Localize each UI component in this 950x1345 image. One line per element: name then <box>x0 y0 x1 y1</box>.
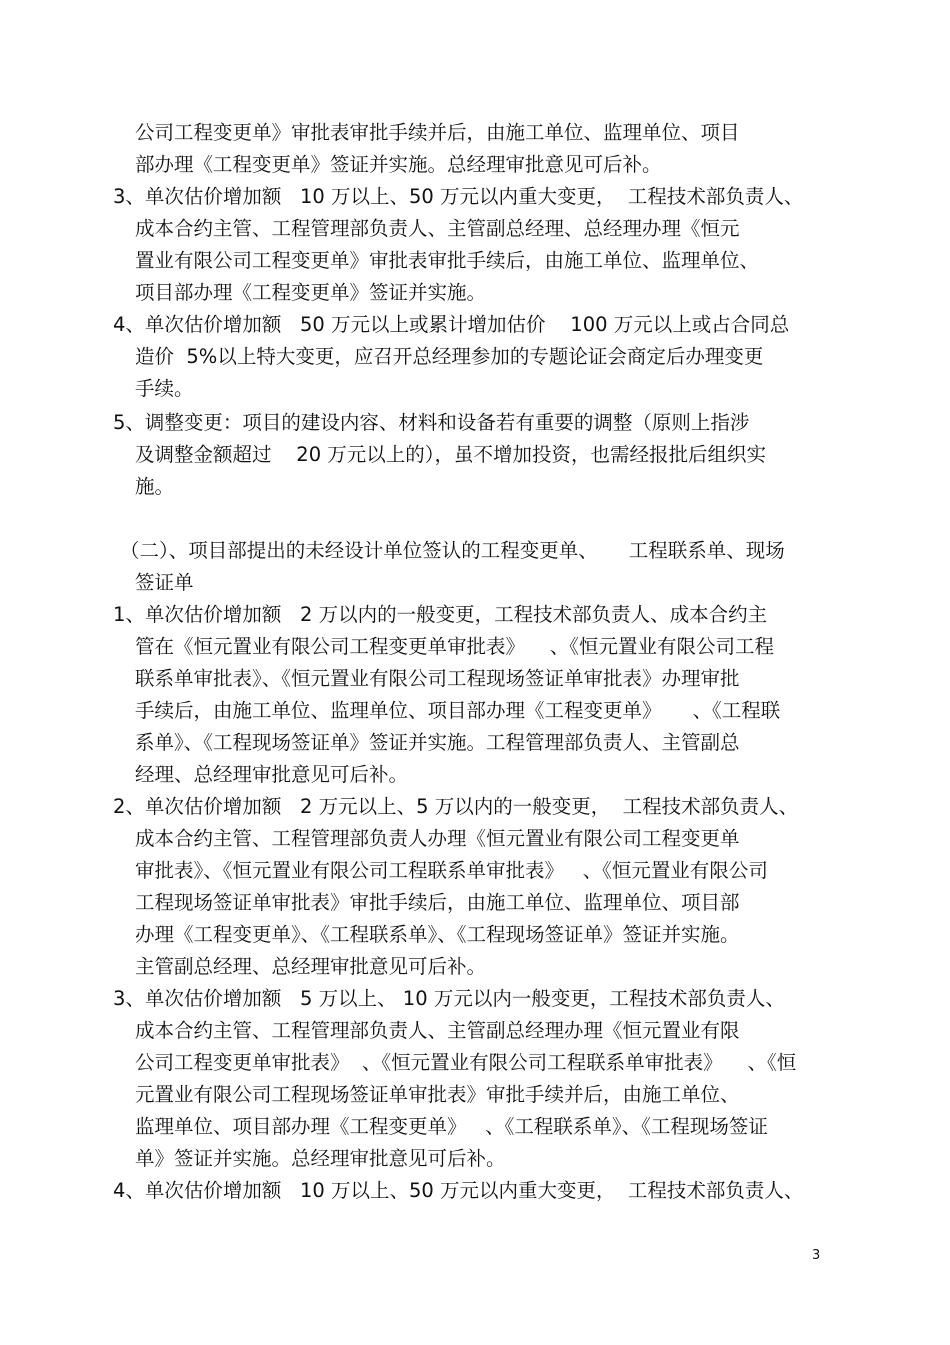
text-line: 公司工程变更单》审批表审批手续并后，由施工单位、监理单位、项目 <box>135 121 740 144</box>
text-line: 手续后，由施工单位、监理单位、项目部办理《工程变更单》 、《工程联 <box>135 699 781 722</box>
text-line: 管在《恒元置业有限公司工程变更单审批表》 、《恒元置业有限公司工程 <box>135 635 775 658</box>
list-item-2: 2、单次估价增加额 2 万元以上、5 万以内的一般变更， 工程技术部负责人、 <box>113 795 799 818</box>
list-item-3b: 3、单次估价增加额 5 万以上、 10 万元以内一般变更，工程技术部负责人、 <box>113 987 785 1010</box>
text-line: 及调整金额超过 20 万元以上的），虽不增加投资，也需经报批后组织实 <box>135 443 767 466</box>
page-number: 3 <box>812 1248 821 1263</box>
text-line: 办理《工程变更单》、《工程联系单》、《工程现场签证单》签证并实施。 <box>135 923 740 946</box>
text-line: 项目部办理《工程变更单》签证并实施。 <box>135 281 487 304</box>
text-line: 造价 5%以上特大变更，应召开总经理参加的专题论证会商定后办理变更 <box>135 345 764 368</box>
text-line: 部办理《工程变更单》签证并实施。总经理审批意见可后补。 <box>135 153 662 176</box>
list-item-1: 1、单次估价增加额 2 万以内的一般变更，工程技术部负责人、成本合约主 <box>113 603 768 626</box>
text-line: 置业有限公司工程变更单》审批表审批手续后，由施工单位、监理单位、 <box>135 249 760 272</box>
section-heading: （二）、项目部提出的未经设计单位签认的工程变更单、 工程联系单、现场 <box>120 539 785 562</box>
text-line: 工程现场签证单审批表》审批手续后，由施工单位、监理单位、项目部 <box>135 891 740 914</box>
list-item-4b: 4、单次估价增加额 10 万以上、50 万元以内重大变更， 工程技术部负责人、 <box>113 1179 804 1202</box>
text-line: 成本合约主管、工程管理部负责人、主管副总经理、总经理办理《恒元 <box>135 217 740 240</box>
text-line: 施。 <box>135 475 175 498</box>
text-line: 成本合约主管、工程管理部负责人办理《恒元置业有限公司工程变更单 <box>135 827 740 850</box>
text-line: 联系单审批表》、《恒元置业有限公司工程现场签证单审批表》办理审批 <box>135 667 740 690</box>
text-line: 公司工程变更单审批表》 、《恒元置业有限公司工程联系单审批表》 、《恒 <box>135 1051 797 1074</box>
section-heading-continued: 签证单 <box>135 571 194 594</box>
text-line: 成本合约主管、工程管理部负责人、主管副总经理办理《恒元置业有限 <box>135 1019 740 1042</box>
list-item-4: 4、单次估价增加额 50 万元以上或累计增加估价 100 万元以上或占合同总 <box>113 313 790 336</box>
text-line: 经理、总经理审批意见可后补。 <box>135 763 409 786</box>
text-line: 主管副总经理、总经理审批意见可后补。 <box>135 955 487 978</box>
list-item-5: 5、调整变更：项目的建设内容、材料和设备若有重要的调整（原则上指涉 <box>113 411 750 434</box>
text-line: 监理单位、项目部办理《工程变更单》 、《工程联系单》、《工程现场签证 <box>135 1115 768 1138</box>
text-line: 审批表》、《恒元置业有限公司工程联系单审批表》 、《恒元置业有限公司 <box>135 859 768 882</box>
text-line: 手续。 <box>135 377 194 400</box>
text-line: 元置业有限公司工程现场签证单审批表》审批手续并后，由施工单位、 <box>135 1083 740 1106</box>
text-line: 系单》、《工程现场签证单》签证并实施。工程管理部负责人、主管副总 <box>135 731 740 754</box>
text-line: 单》签证并实施。总经理审批意见可后补。 <box>135 1147 506 1170</box>
list-item-3: 3、单次估价增加额 10 万以上、50 万元以内重大变更， 工程技术部负责人、 <box>113 185 804 208</box>
